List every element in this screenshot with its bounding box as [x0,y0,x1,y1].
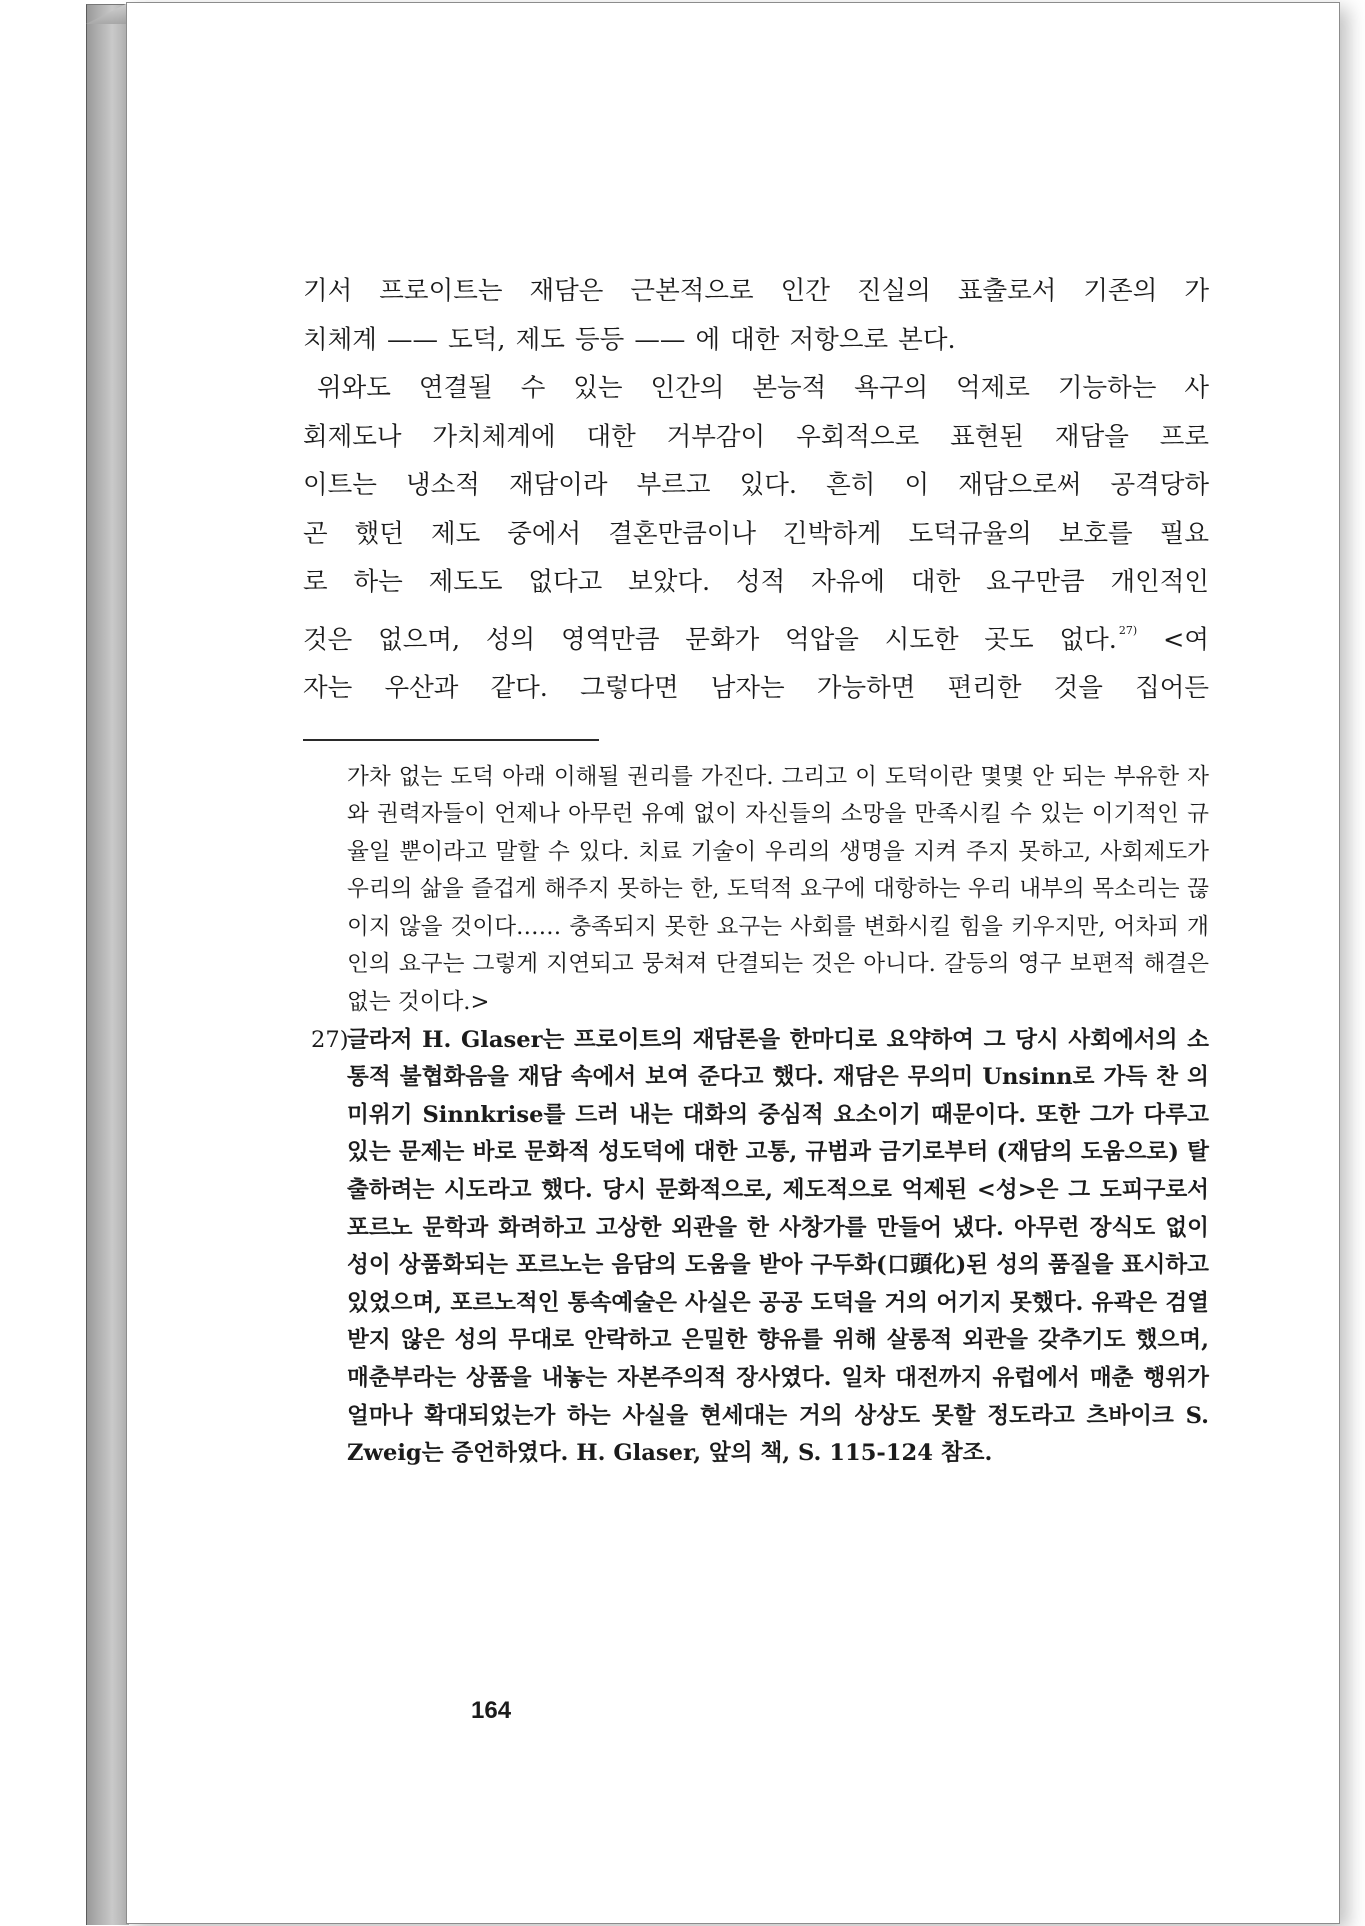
book-spine [86,4,129,1925]
body-line: 자는 우산과 같다. 그렇다면 남자는 가능하면 편리한 것을 집어든 [303,673,1209,703]
book-page [126,2,1340,1924]
body-line: 곤 했던 제도 중에서 결혼만큼이나 긴박하게 도덕규율의 보호를 필요 [303,518,1209,549]
body-line: 위와도 연결될 수 있는 인간의 본능적 욕구의 억제로 기능하는 사 [317,373,1209,403]
footnote-continuation: 가차 없는 도덕 아래 이해될 권리를 가진다. 그리고 이 도덕이란 몇몇 안 되는 부유한 자와 권력자들이 언제나 아무런 유예 없이 자신들의 소망을 만족시킬 수 있는 이기적인 규율일 뿐이라고 말할 수 있다. 치료 기술이 우리의 생명을 지켜 주지 못하고, 사회제도가 우리의 삶을 즐겁게 해주지 못하는 한, 도덕적 요구에 대항하는 우리 내부의 목소리는 끊이지 않을 것이다…… 충족되지 못한 요구는 사회를 변화시킬 힘을 키우지만, 어차피 개인의 요구는 그렇게 지연되고 뭉쳐져 단결되는 것은 아니다. 갈등의 영구 보편적 해결은 없는 것이다.> [347,763,1209,1016]
body-line-text: <여 [1137,624,1209,655]
body-line: 이트는 냉소적 재담이라 부르고 있다. 흔히 이 재담으로써 공격당하 [303,470,1209,500]
main-text [303,267,1209,713]
body-line: 치체계 —— 도덕, 제도 등등 —— 에 대한 저항으로 본다. [303,324,956,355]
footnote-separator [303,739,599,741]
footnote-text: 글라저 H. Glaser는 프로이트의 재담론을 한마디로 요약하여 그 당시 사회에서의 소통적 불협화음을 재담 속에서 보여 준다고 했다. 재담은 무의미 Unsinn로 가득 찬 의미위기 Sinnkrise를 드러 내는 대화의 중심적 요소이기 때문이다. 또한 그가 다루고 있는 문제는 바로 문화적 성도덕에 대한 고통, 규범과 금기로부터 (재담의 도움으로) 탈출하려는 시도라고 했다. 당시 문화적으로, 제도적으로 억제된 <성>은 그 도피구로서 포르노 문학과 화려하고 고상한 외관을 한 사창가를 만들어 냈다. 아무런 장식도 없이 성이 상품화되는 포르노는 음담의 도움을 받아 구두화(口頭化)된 성의 품질을 표시하고 있었으며, 포르노적인 통속예술은 사실은 공공 도덕을 거의 어기지 못했다. 유곽은 검열받지 않은 성의 무대로 안락하고 은밀한 향유를 위해 살롱적 외관을 갖추기도 했으며, 매춘부라는 상품을 내놓는 자본주의적 장사였다. 일차 대전까지 유럽에서 매춘 행위가 얼마나 확대되었는가 하는 사실을 현세대는 거의 상상도 못할 정도라고 츠바이크 S. Zweig는 증언하였다. H. Glaser, 앞의 책, S. 115-124 참조. [347,1026,1209,1467]
page-text-block [303,267,1209,1473]
body-line-with-footnote-ref [303,607,1209,665]
body-line: 기서 프로이트는 재담은 근본적으로 인간 진실의 표출로서 기존의 가 [303,276,1209,306]
footnote-reference: 27) [1118,623,1138,637]
body-line: 회제도나 가치체계에 대한 거부감이 우회적으로 표현된 재담을 프로 [303,421,1209,452]
body-line: 로 하는 제도도 없다고 보았다. 성적 자유에 대한 요구만큼 개인적인 [303,567,1209,597]
body-line-text: 것은 없으며, 성의 영역만큼 문화가 억압을 시도한 곳도 없다. [303,624,1117,655]
page-number: 164 [471,1697,512,1724]
footnote-27 [303,1022,1209,1473]
footnotes [303,759,1209,1473]
footnote-number: 27) [311,1026,349,1053]
